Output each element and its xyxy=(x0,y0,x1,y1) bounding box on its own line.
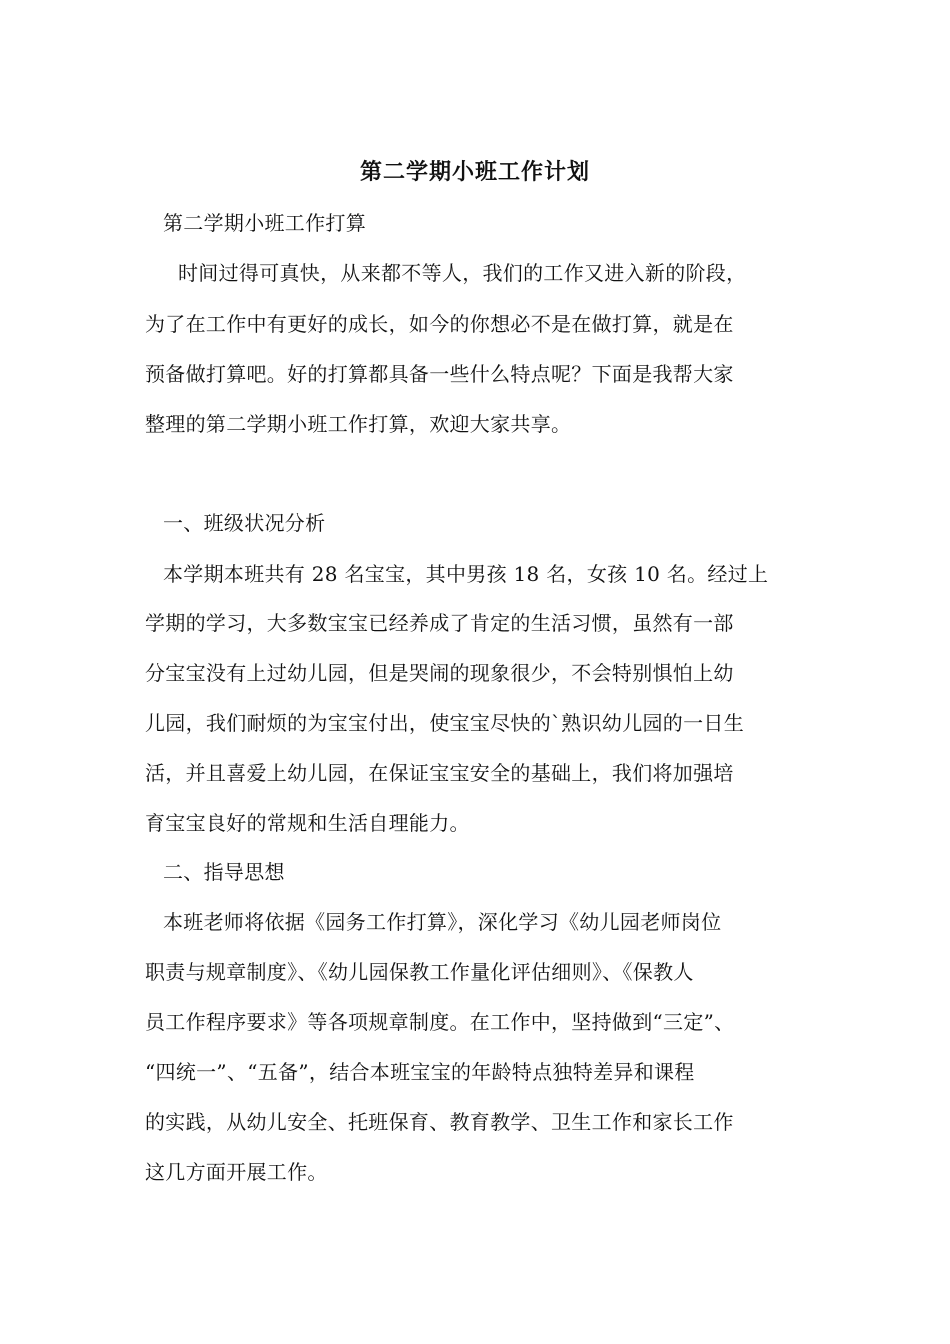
document-title: 第二学期小班工作计划 xyxy=(359,159,590,185)
paragraph-line: 育宝宝良好的常规和生活自理能力。 xyxy=(145,811,470,835)
paragraph-line: 员工作程序要求》等各项规章制度。在工作中，坚持做到“三定”、 xyxy=(145,1010,735,1034)
section-heading-guiding-ideology: 二、指导思想 xyxy=(163,860,285,884)
paragraph-line: 活，并且喜爱上幼儿园，在保证宝宝安全的基础上，我们将加强培 xyxy=(145,761,734,785)
paragraph-line: 本班老师将依据《园务工作打算》，深化学习《幼儿园老师岗位 xyxy=(163,910,722,934)
section-heading-class-analysis: 一、班级状况分析 xyxy=(163,511,326,535)
paragraph-line: 的实践，从幼儿安全、托班保育、教育教学、卫生工作和家长工作 xyxy=(145,1110,734,1134)
paragraph-line: 职责与规章制度》、《幼儿园保教工作量化评估细则》、《保教人 xyxy=(145,960,694,984)
intro-line: 时间过得可真快，从来都不等人，我们的工作又进入新的阶段， xyxy=(178,261,747,285)
document-subtitle: 第二学期小班工作打算 xyxy=(163,211,366,235)
paragraph-line: 这几方面开展工作。 xyxy=(145,1160,328,1184)
paragraph-line: 儿园，我们耐烦的为宝宝付出，使宝宝尽快的`熟识幼儿园的一日生 xyxy=(145,711,744,735)
intro-line: 预备做打算吧。好的打算都具备一些什么特点呢？下面是我帮大家 xyxy=(145,362,734,386)
intro-line: 整理的第二学期小班工作打算，欢迎大家共享。 xyxy=(145,412,572,436)
paragraph-line: 学期的学习，大多数宝宝已经养成了肯定的生活习惯，虽然有一部 xyxy=(145,611,734,635)
paragraph-line: “四统一”、“五备”，结合本班宝宝的年龄特点独特差异和课程 xyxy=(145,1060,695,1084)
intro-line: 为了在工作中有更好的成长，如今的你想必不是在做打算，就是在 xyxy=(145,312,734,336)
paragraph-line: 分宝宝没有上过幼儿园，但是哭闹的现象很少，不会特别惧怕上幼 xyxy=(145,661,734,685)
paragraph-line: 本学期本班共有 28 名宝宝，其中男孩 18 名，女孩 10 名。经过上 xyxy=(163,562,769,586)
